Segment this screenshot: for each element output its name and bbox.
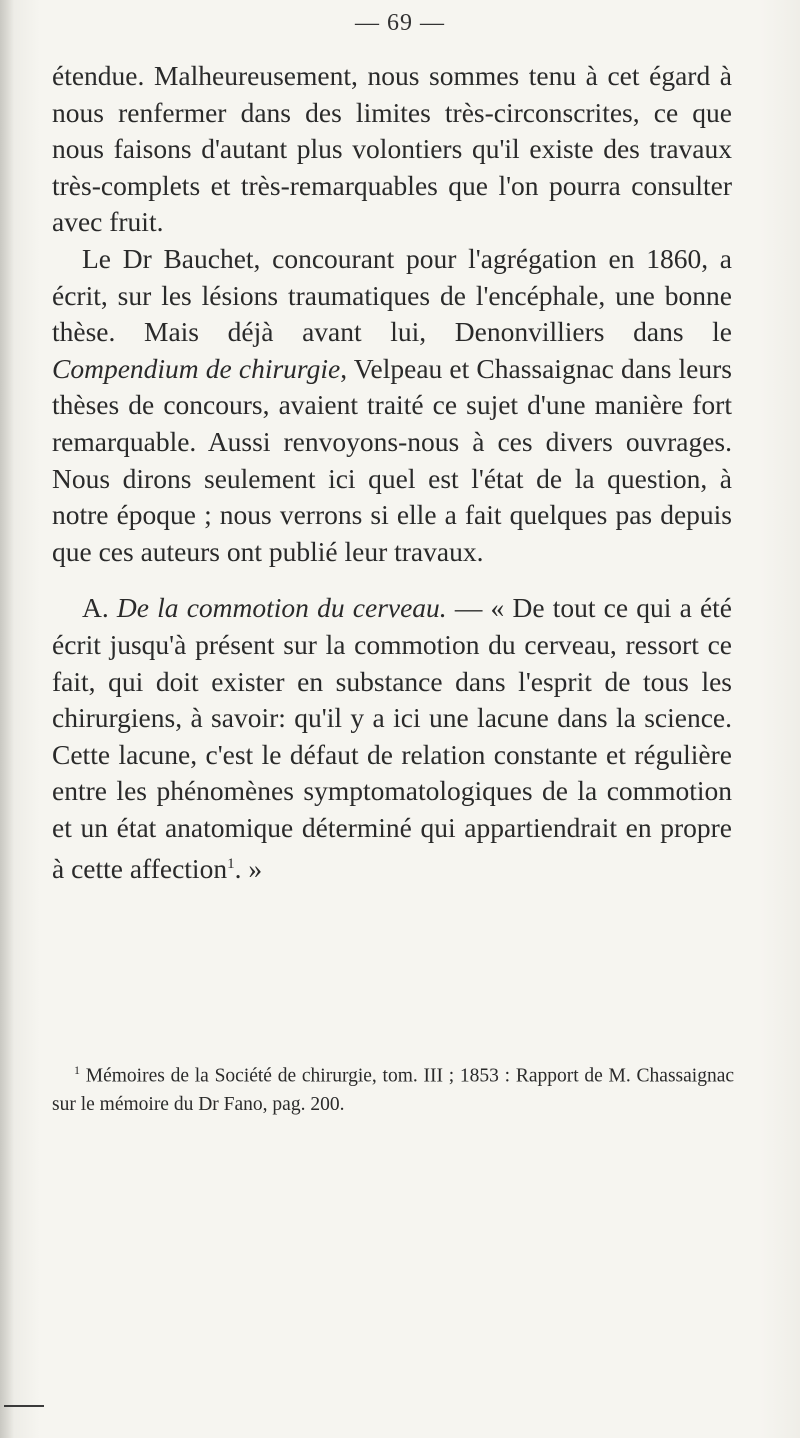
paragraph-1 [52, 58, 732, 241]
paragraph-3 [52, 590, 732, 888]
page-edge-shadow [0, 0, 14, 1438]
section-heading-title: De la commotion du cerveau. [116, 592, 447, 624]
footnote-marker: 1 [74, 1063, 80, 1077]
footnote-reference: 1 [227, 856, 235, 873]
page-number: — 69 — [355, 10, 445, 36]
paragraph-2 [52, 241, 732, 570]
section-heading-prefix: A. [82, 592, 117, 624]
paragraph-3-text: — « De tout ce qui a été écrit jusqu'à présent sur la commotion du cerveau, ressort ce fait, qui doit exister en substance dans l'esprit de tous les chirurgiens, à savoir: qu'il y a ici une lacune dans la science. Cette lacune, c'est le défaut de relation constante et régulière entre les phénomènes symptomatologiques de la commotion et un état anatomique déterminé qui appartiendrait en propre à cette affection [52, 592, 732, 885]
paragraph-1-text: étendue. Malheureusement, nous sommes tenu à cet égard à nous renfermer dans des limites très-circonscrites, ce que nous faisons d'autant plus volontiers qu'il existe des travaux très-complets et très-remarquables que l'on pourra consulter avec fruit. [52, 60, 732, 238]
paragraph-2-text-after: , Velpeau et Chassaignac dans leurs thèses de concours, avaient traité ce sujet d'une manière fort remarquable. Aussi renvoyons-nous à ces divers ouvrages. Nous dirons seulement ici quel est l'état de la question, à notre époque ; nous verrons si elle a fait quelques pas depuis que ces auteurs ont publié leur travaux. [52, 352, 732, 567]
book-title-italic: Compendium de chirurgie [52, 352, 341, 384]
footnote-text: Mémoires de la Société de chirurgie, tom. III ; 1853 : Rapport de M. Chassaignac sur le mémoire du Dr Fano, pag. 200. [52, 1065, 734, 1115]
bottom-edge-mark [4, 1405, 44, 1407]
footnote [52, 1056, 734, 1119]
paragraph-3-text-end: . » [234, 853, 263, 885]
body-text [52, 58, 732, 888]
paragraph-2-text-before: Le Dr Bauchet, concourant pour l'agrégation en 1860, a écrit, sur les lésions traumatiques de l'encéphale, une bonne thèse. Mais déjà avant lui, Denonvilliers dans le [52, 242, 732, 348]
